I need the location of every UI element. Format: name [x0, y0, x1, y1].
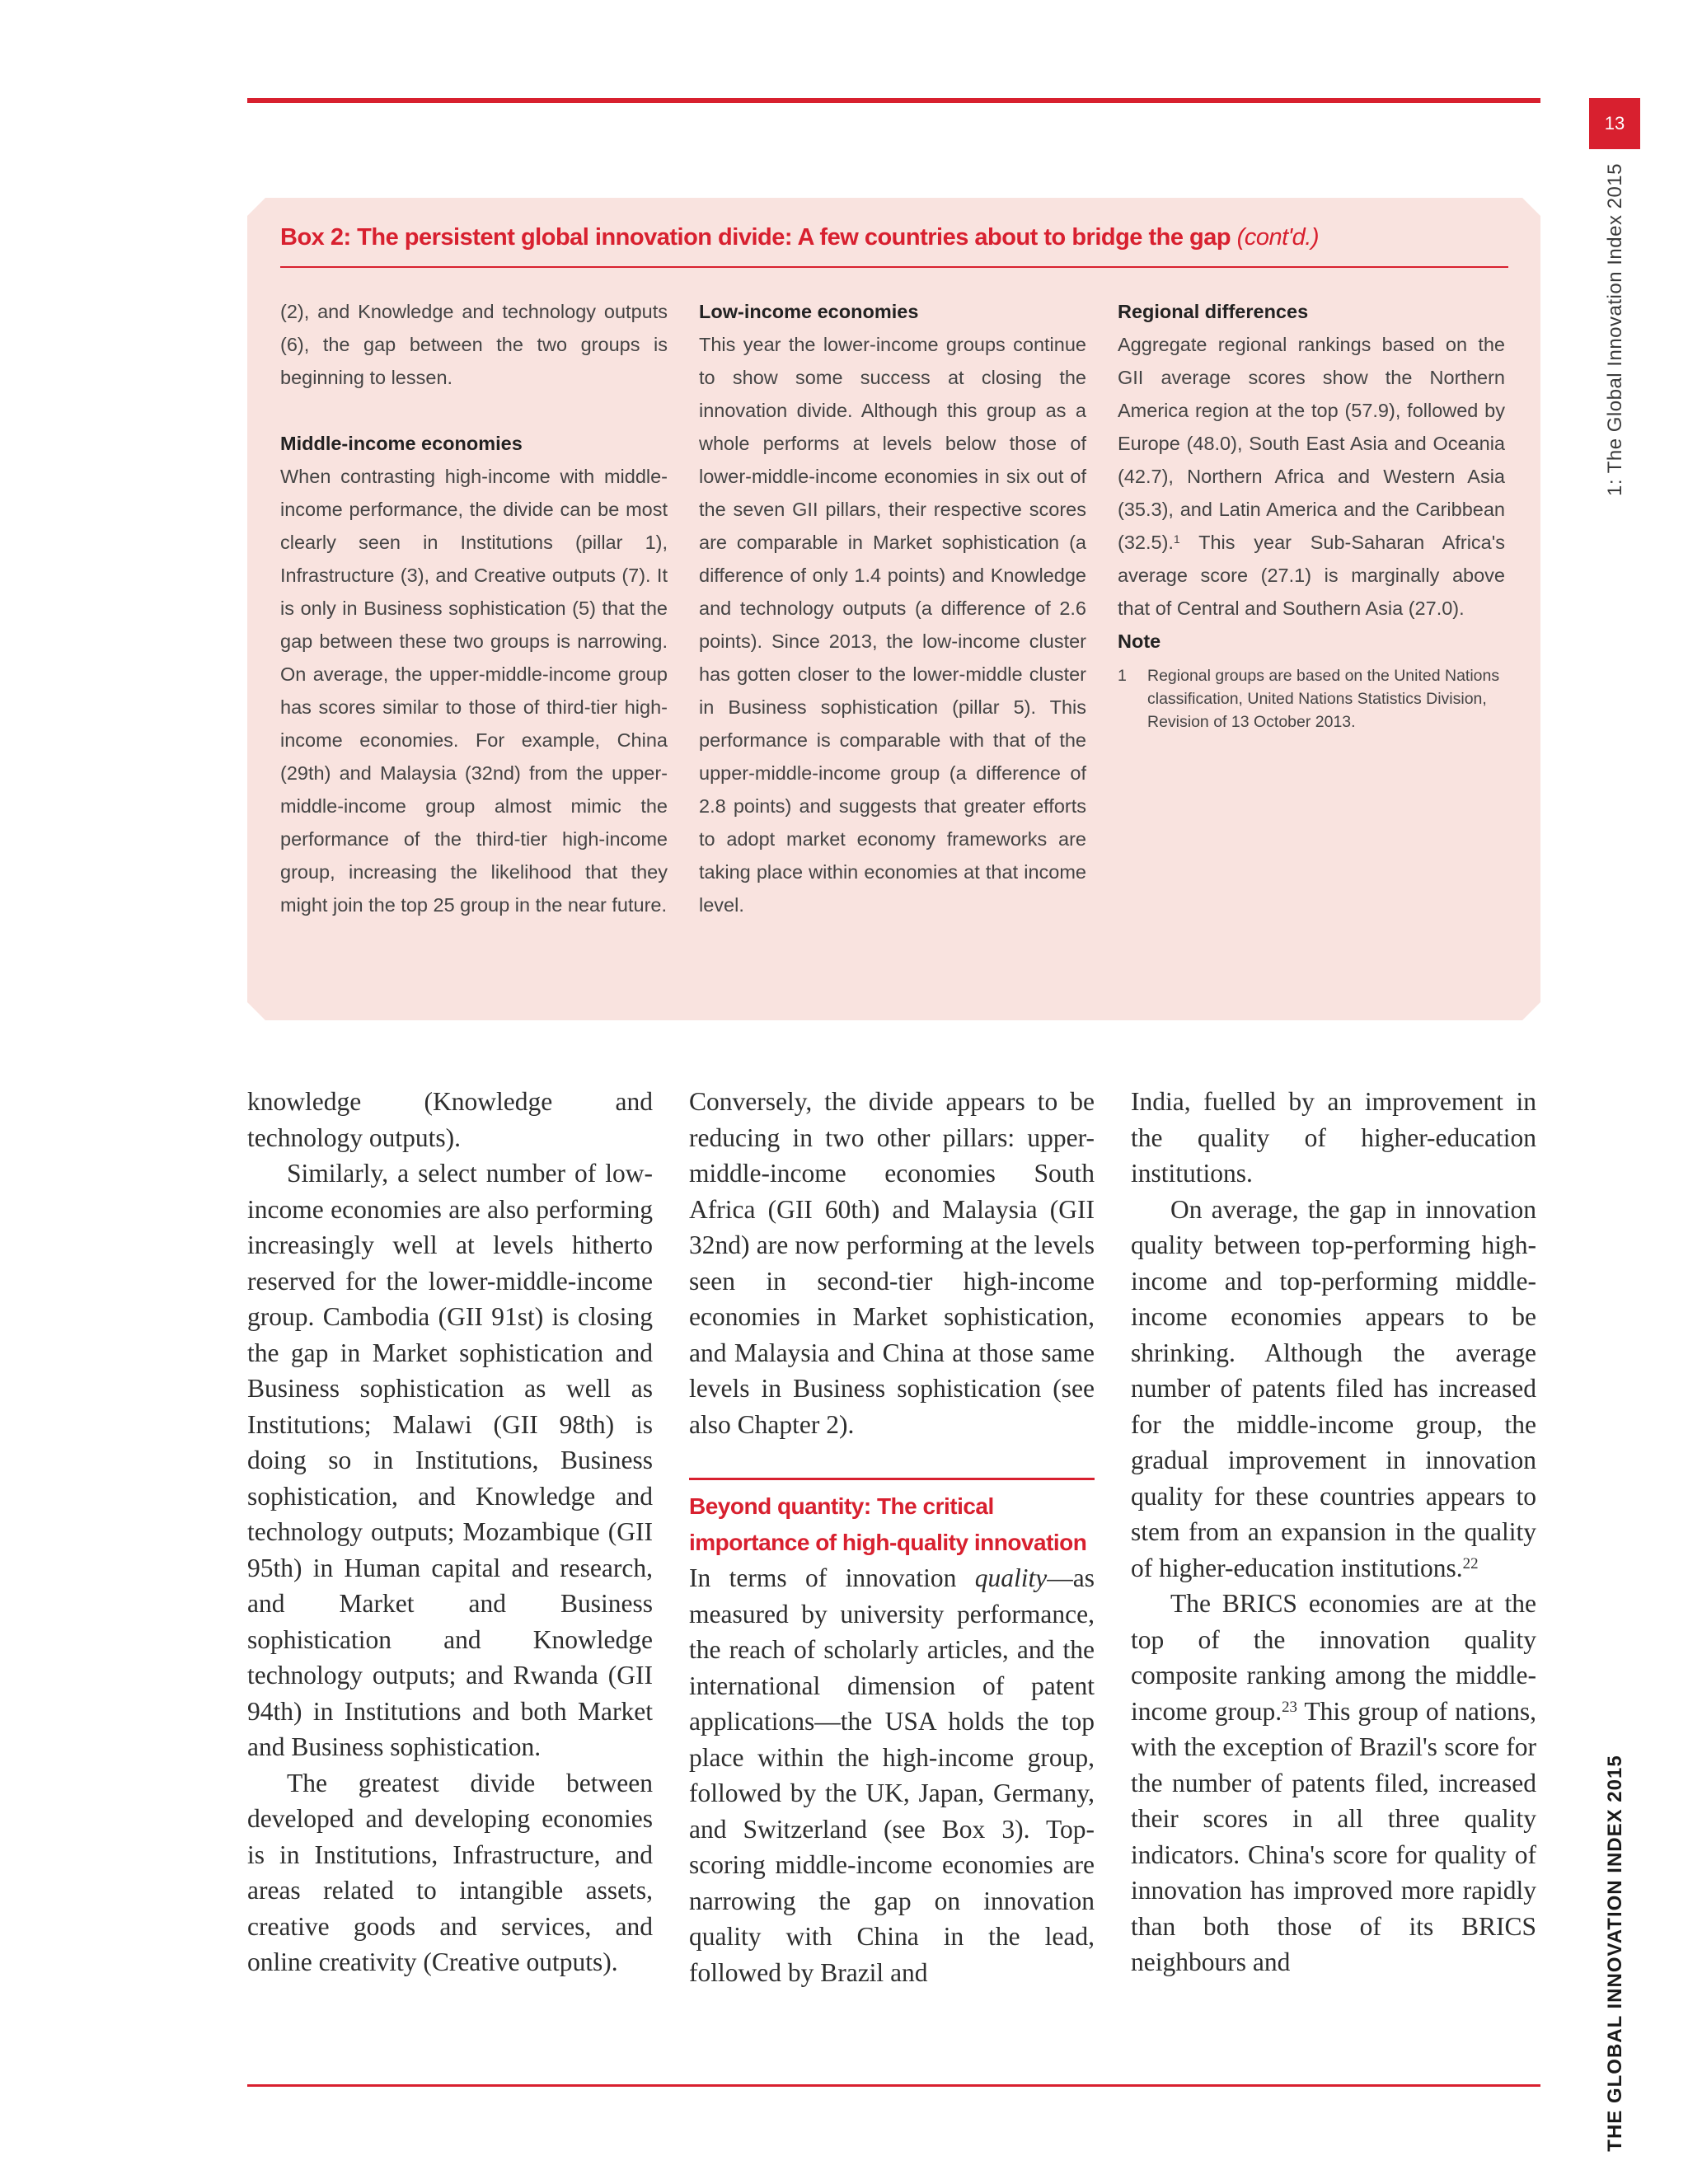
box-title-rule: [280, 266, 1508, 268]
footnote-ref-23: 23: [1282, 1699, 1297, 1717]
main-col1-paragraph-3: The greatest divide between developed and developing economies is in Institutions, Infrastructure, and areas related to intangible assets, creative goods and services, and online creativity (Creative outputs).: [247, 1768, 653, 1976]
main-col3-paragraph-1: India, fuelled by an improvement in the quality of higher-education institutions.: [1131, 1087, 1536, 1188]
chapter-side-label: 1: The Global Innovation Index 2015: [1604, 162, 1626, 497]
note-number: 1: [1118, 667, 1127, 685]
box-title: [280, 224, 1508, 251]
footer-rule: [247, 2084, 1540, 2087]
note-text: Regional groups are based on the United Nations classification, United Nations Statistics Division, Revision of 13 October 2013.: [1147, 667, 1500, 731]
main-col1-paragraph-1: knowledge (Knowledge and technology outputs).: [247, 1087, 653, 1152]
box-column-2: [699, 295, 1086, 921]
box-title-text: Box 2: The persistent global innovation divide: A few countries about to bridge the gap: [280, 224, 1231, 251]
header-rule: [247, 98, 1540, 103]
box-col2-heading: Low-income economies: [699, 301, 919, 322]
page-number: 13: [1589, 98, 1640, 149]
main-col3-paragraph-3: The BRICS economies are at the top of the innovation quality composite ranking among the middle-income group.$^{23}$ This group of nations, with the exception of Brazil's score for the number of patents filed, increased their scores in all three quality indicators. China's score for quality of innovation has improved more rapidly than both those of its BRICS neighbours and: [1131, 1589, 1536, 1976]
box-col3-paragraph: Aggregate regional rankings based on the GII average scores show the Northern America region at the top (57.9), followed by Europe (48.0), South East Asia and Oceania (42.7), Northern Africa and Western Asia (35.3), and Latin America and the Caribbean (32.5).$^1$ This year Sub-Saharan Africa's average score (27.1) is marginally above that of Central and Southern Asia (27.0).: [1118, 334, 1505, 619]
note-heading: Note: [1118, 630, 1161, 652]
main-col1-paragraph-2: Similarly, a select number of low-income economies are also performing increasingly well at levels hitherto reserved for the lower-middle-income group. Cambodia (GII 91st) is closing the gap in Market sophistication and Business sophistication as well as Institutions; Malawi (GII 98th) is doing so in Institutions, Business sophistication, and Knowledge and technology outputs; Mozambique (GII 95th) in Human capital and research, and Market and Business sophistication and Knowledge technology outputs; and Rwanda (GII 94th) in Institutions and both Market and Business sophistication.: [247, 1159, 653, 1761]
report-side-label: THE GLOBAL INNOVATION INDEX 2015: [1604, 1755, 1626, 2152]
footnote-ref-22: 22: [1462, 1555, 1479, 1573]
main-column-3: [1131, 1084, 1536, 1980]
box-col3-heading: Regional differences: [1118, 301, 1309, 322]
box-col1-heading: Middle-income economies: [280, 433, 523, 454]
section-rule: [689, 1478, 1095, 1480]
note-item: [1118, 664, 1505, 733]
box-col1-paragraph-2: When contrasting high-income with middle-income performance, the divide can be most clearly seen in Institutions (pillar 1), Infrastructure (3), and Creative outputs (7). It is only in Business sophistication (5) that the gap between these two groups is narrowing. On average, the upper-middle-income group has scores similar to those of third-tier high-income economies. For example, China (29th) and Malaysia (32nd) from the upper-middle-income group almost mimic the performance of the third-tier high-income group, increasing the likelihood that they might join the top 25 group in the near future.: [280, 466, 668, 916]
box-column-3: [1118, 295, 1505, 733]
box-title-contd: (cont'd.): [1236, 224, 1320, 251]
main-column-2: [689, 1084, 1095, 1990]
box-col2-paragraph: This year the lower-income groups continue to show some success at closing the innovation divide. Although this group as a whole performs at levels below those of lower-middle-income economies in six out of the seven GII pillars, their respective scores are comparable in Market sophistication (a difference of only 1.4 points) and Knowledge and technology outputs (a difference of 2.6 points). Since 2013, the low-income cluster has gotten closer to the lower-middle cluster in Business sophistication (pillar 5). This performance is comparable with that of the upper-middle-income group (a difference of 2.8 points) and suggests that greater efforts to adopt market economy frameworks are taking place within economies at that income level.: [699, 334, 1086, 916]
section-title: Beyond quantity: The critical importance of high-quality innovation: [689, 1493, 1087, 1555]
main-col2-paragraph-1: Conversely, the divide appears to be reducing in two other pillars: upper-middle-income economies South Africa (GII 60th) and Malaysia (GII 32nd) are now performing at the levels seen in second-tier high-income economies in Market sophistication, and Malaysia and China at those same levels in Business sophistication (see also Chapter 2).: [689, 1087, 1095, 1439]
box-col1-paragraph: (2), and Knowledge and technology outputs (6), the gap between the two groups is beginning to lessen.: [280, 301, 668, 388]
footnote-ref-1: 1: [1173, 532, 1180, 546]
main-col3-paragraph-2: On average, the gap in innovation quality between top-performing high-income and top-performing middle-income economies appears to be shrinking. Although the average number of patents filed has increased for the middle-income group, the gradual improvement in innovation quality for these countries appears to stem from an expansion in the quality of higher-education institutions.$^{22}$: [1131, 1194, 1536, 1582]
box-column-1: [280, 295, 668, 921]
main-col2-paragraph-2: In terms of innovation quality—as measured by university performance, the reach of scholarly articles, and the international dimension of patent applications—the USA holds the top place within the high-income group, followed by the UK, Japan, Germany, and Switzerland (see Box 3). Top-scoring middle-income economies are narrowing the gap on innovation quality with China in the lead, followed by Brazil and: [689, 1563, 1095, 1987]
main-column-1: [247, 1084, 653, 1980]
